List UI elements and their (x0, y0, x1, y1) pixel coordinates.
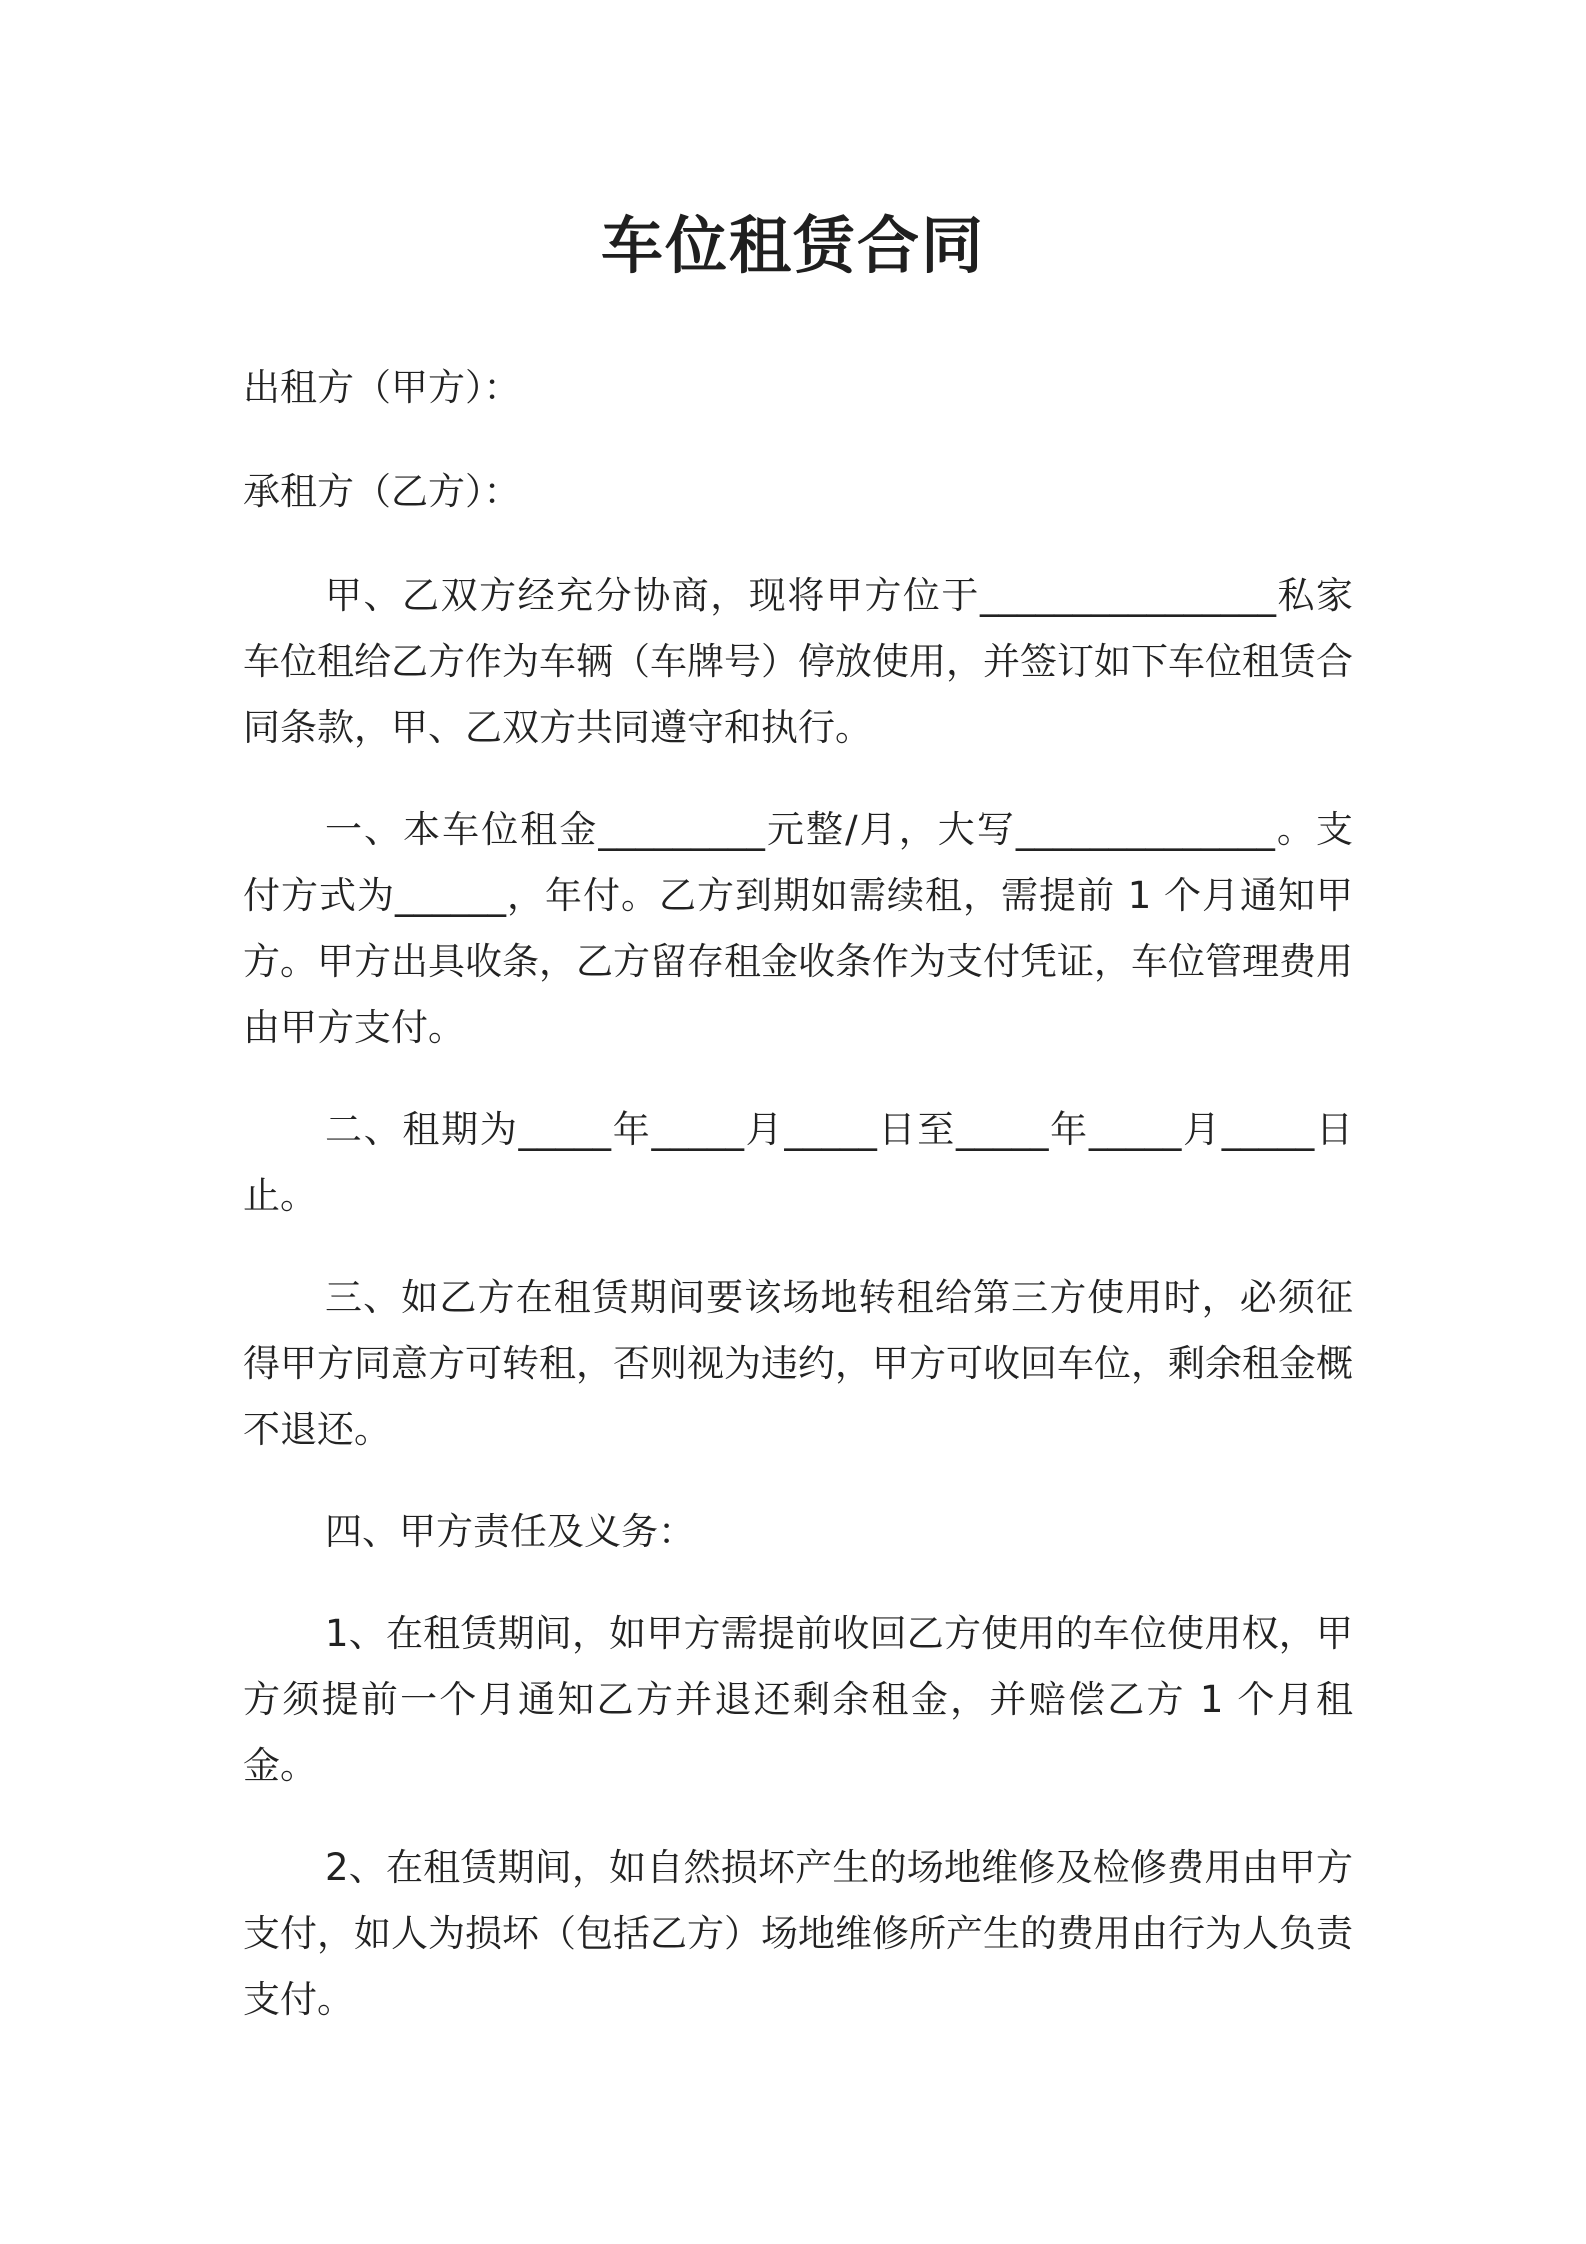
lessor-label: 出租方（甲方）： (243, 366, 521, 409)
clause-lessor-duty-1: 1、在租赁期间，如甲方需提前收回乙方使用的车位使用权，甲方须提前一个月通知乙方并退还剩余租金，并赔偿乙方 1 个月租金。 (243, 1612, 1353, 1787)
clause-sublease: 三、如乙方在租赁期间要该场地转租给第三方使用时，必须征得甲方同意方可转租，否则视为违约，甲方可收回车位，剩余租金概不退还。 (243, 1276, 1353, 1451)
clause-lessor-duty-2: 2、在租赁期间，如自然损坏产生的场地维修及检修费用由甲方支付，如人为损坏（包括乙方）场地维修所产生的费用由行为人负责支付。 (243, 1846, 1353, 2021)
document-title: 车位租赁合同 (600, 209, 985, 282)
document-body (243, 355, 1353, 2069)
clause-rent: 一、本车位租金_________元整/月，大写______________。支付方式为______，年付。乙方到期如需续租，需提前 1 个月通知甲方。甲方出具收条，乙方留存租金收条作为支付凭证，车位管理费用由甲方支付。 (243, 808, 1353, 1049)
intro-paragraph: 甲、乙双方经充分协商，现将甲方位于________________私家车位租给乙方作为车辆（车牌号）停放使用，并签订如下车位租赁合同条款，甲、乙双方共同遵守和执行。 (243, 574, 1353, 749)
lessee-label: 承租方（乙方）： (243, 470, 521, 513)
clause-term: 二、租期为_____年_____月_____日至_____年_____月_____日止。 (243, 1108, 1353, 1217)
clause-lessor-duties-heading: 四、甲方责任及义务： (325, 1510, 695, 1553)
